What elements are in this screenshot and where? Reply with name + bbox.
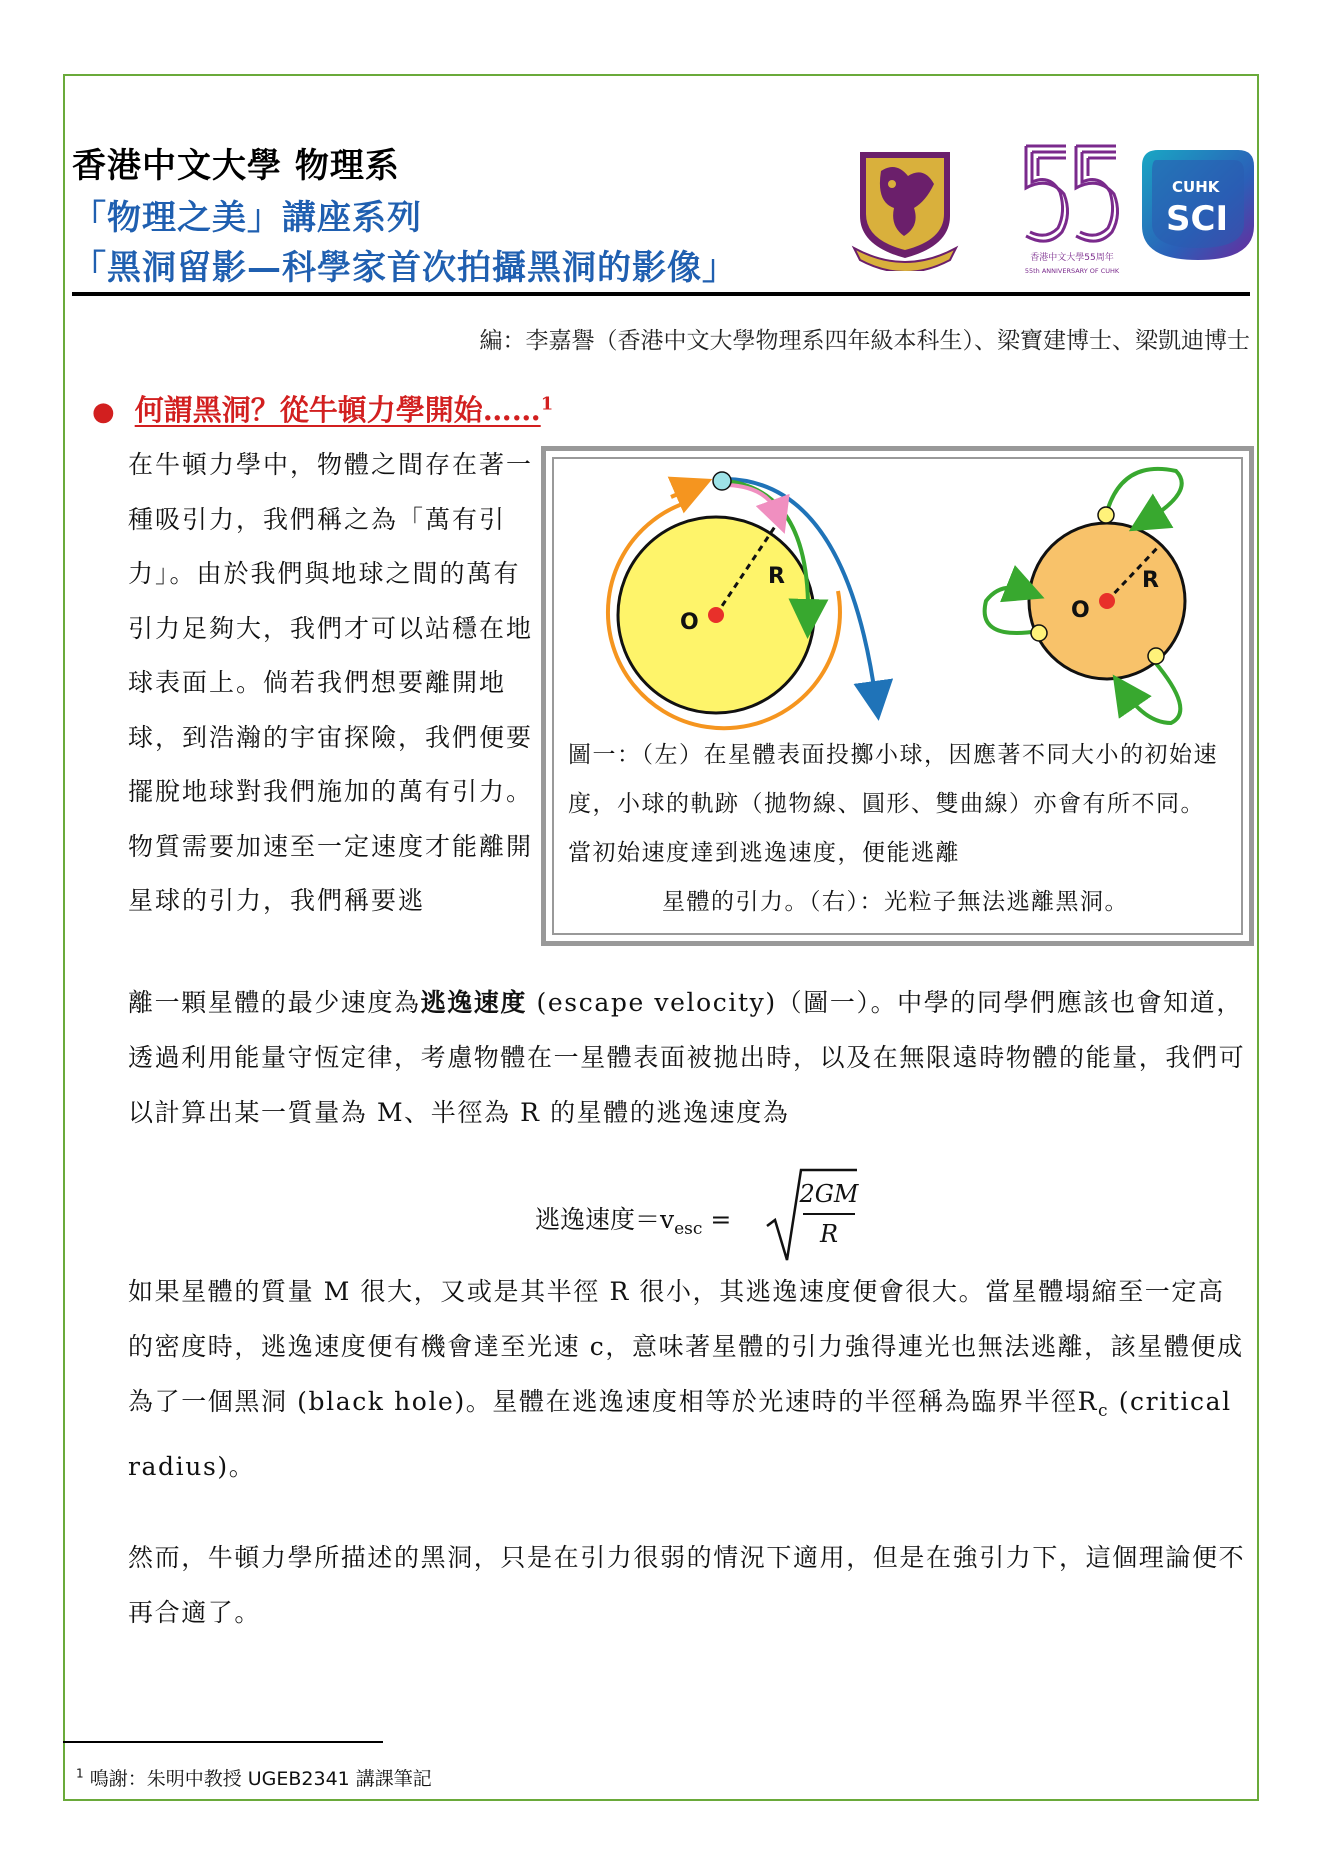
center-dot-right xyxy=(1099,593,1115,609)
escape-velocity-formula xyxy=(535,1160,865,1276)
figure-caption-last: 星體的引力。（右）：光粒子無法逃離黑洞。 xyxy=(662,889,1129,915)
photon-icon xyxy=(1031,625,1047,641)
footnote-rule xyxy=(63,1741,383,1743)
svg-text:逃逸速度＝vesc = xyxy=(535,1205,731,1239)
paragraph-intro: 在牛頓力學中，物體之間存在著一種吸引力，我們稱之為「萬有引力」。由於我們與地球之間的萬有引力足夠大，我們才可以站穩在地球表面上。倘若我們想要離開地球，到浩瀚的宇宙探險，我們便要擺脫地球對我們施加的萬有引力。物質需要加速至一定速度才能離開星球的引力，我們稱要逃 xyxy=(128,450,534,915)
footnote-mark: 1 xyxy=(76,1766,84,1781)
figure-diagram xyxy=(546,451,1249,751)
critical-radius-subscript: c xyxy=(1098,1401,1110,1421)
formula-numerator: 2GM xyxy=(799,1180,859,1208)
paragraph-black-hole xyxy=(128,1264,1248,1494)
paragraph-black-hole-text: 如果星體的質量 M 很大，又或是其半徑 R 很小，其逃逸速度便會很大。當星體塌縮至一定高的密度時，逃逸速度便有機會達至光速 c，意味著星體的引力強得連光也無法逃離，該星體便成為了一個黑洞 (black hole)。星體在逃逸速度相等於光速時的半徑稱為臨界半徑R xyxy=(128,1277,1244,1416)
anniversary-text-cn: 香港中文大學55周年 xyxy=(1030,253,1114,263)
formula-subscript: esc xyxy=(674,1219,703,1239)
paragraph-escape-velocity-b: (escape velocity)（圖一）。中學的同學們應該也會知道，透過利用能量守恆定律，考慮物體在一星體表面被拋出時，以及在無限遠時物體的能量，我們可以計算出某一質量為 M、半徑為 R 的星體的逃逸速度為 xyxy=(128,988,1246,1127)
lecture-title: 「黑洞留影—科學家首次拍攝黑洞的影像」 xyxy=(72,248,737,288)
photon-loop-top xyxy=(1106,469,1182,521)
section-heading-text: 何謂黑洞？從牛頓力學開始…… xyxy=(134,393,541,427)
figure-caption-text: 圖一：（左）在星體表面投擲小球，因應著不同大小的初始速度，小球的軌跡（拋物線、圓形、雙曲線）亦會有所不同。當初始速度達到逃逸速度，便能逃離 xyxy=(568,742,1218,866)
formula-svg xyxy=(535,1160,865,1270)
formula-denominator: R xyxy=(819,1220,839,1248)
sci-badge-top-text: CUHK xyxy=(1172,178,1220,196)
anniversary-text-en: 55th ANNIVERSARY OF CUHK xyxy=(1024,267,1120,275)
footnote-reference[interactable]: 1 xyxy=(540,393,554,415)
label-r-left: R xyxy=(768,564,785,589)
photon-icon xyxy=(1098,507,1114,523)
editor-credits: 編：李嘉譽（香港中文大學物理系四年級本科生）、梁寶建博士、梁凱迪博士 xyxy=(479,328,1250,354)
bullet-icon: ● xyxy=(92,397,115,427)
cuhk-sci-badge xyxy=(1138,146,1258,264)
ball-icon xyxy=(713,472,731,490)
label-o-left: O xyxy=(680,610,699,635)
photon-icon xyxy=(1148,648,1164,664)
center-dot-left xyxy=(708,607,724,623)
figure-1 xyxy=(541,446,1254,946)
lecture-series-title: 「物理之美」講座系列 xyxy=(72,198,422,238)
department-title: 香港中文大學 物理系 xyxy=(72,146,400,186)
formula-equals: = xyxy=(702,1205,732,1234)
paragraph-escape-velocity xyxy=(128,975,1248,1140)
cuhk-crest-icon xyxy=(846,146,964,271)
header-rule xyxy=(72,292,1250,296)
figure-caption xyxy=(568,731,1223,927)
paragraph-escape-velocity-a: 離一顆星體的最少速度為 xyxy=(128,988,421,1017)
paragraph-black-hole-end: (critical radius)。 xyxy=(128,1387,1232,1481)
formula-lhs: 逃逸速度＝v xyxy=(535,1205,675,1234)
footnote-text: 鳴謝：朱明中教授 UGEB2341 講課筆記 xyxy=(89,1768,432,1790)
section-heading xyxy=(92,388,553,429)
label-o-right: O xyxy=(1071,598,1090,623)
anniversary-55-logo xyxy=(1018,136,1126,280)
paragraph-conclusion: 然而，牛頓力學所描述的黑洞，只是在引力很弱的情況下適用，但是在強引力下，這個理論便不再合適了。 xyxy=(128,1543,1246,1627)
orange-orbit-arrow xyxy=(671,487,694,497)
escape-velocity-term: 逃逸速度 xyxy=(420,988,528,1017)
footnote xyxy=(76,1764,432,1791)
sci-badge-main-text: SCI xyxy=(1166,199,1229,239)
label-r-right: R xyxy=(1142,568,1159,593)
